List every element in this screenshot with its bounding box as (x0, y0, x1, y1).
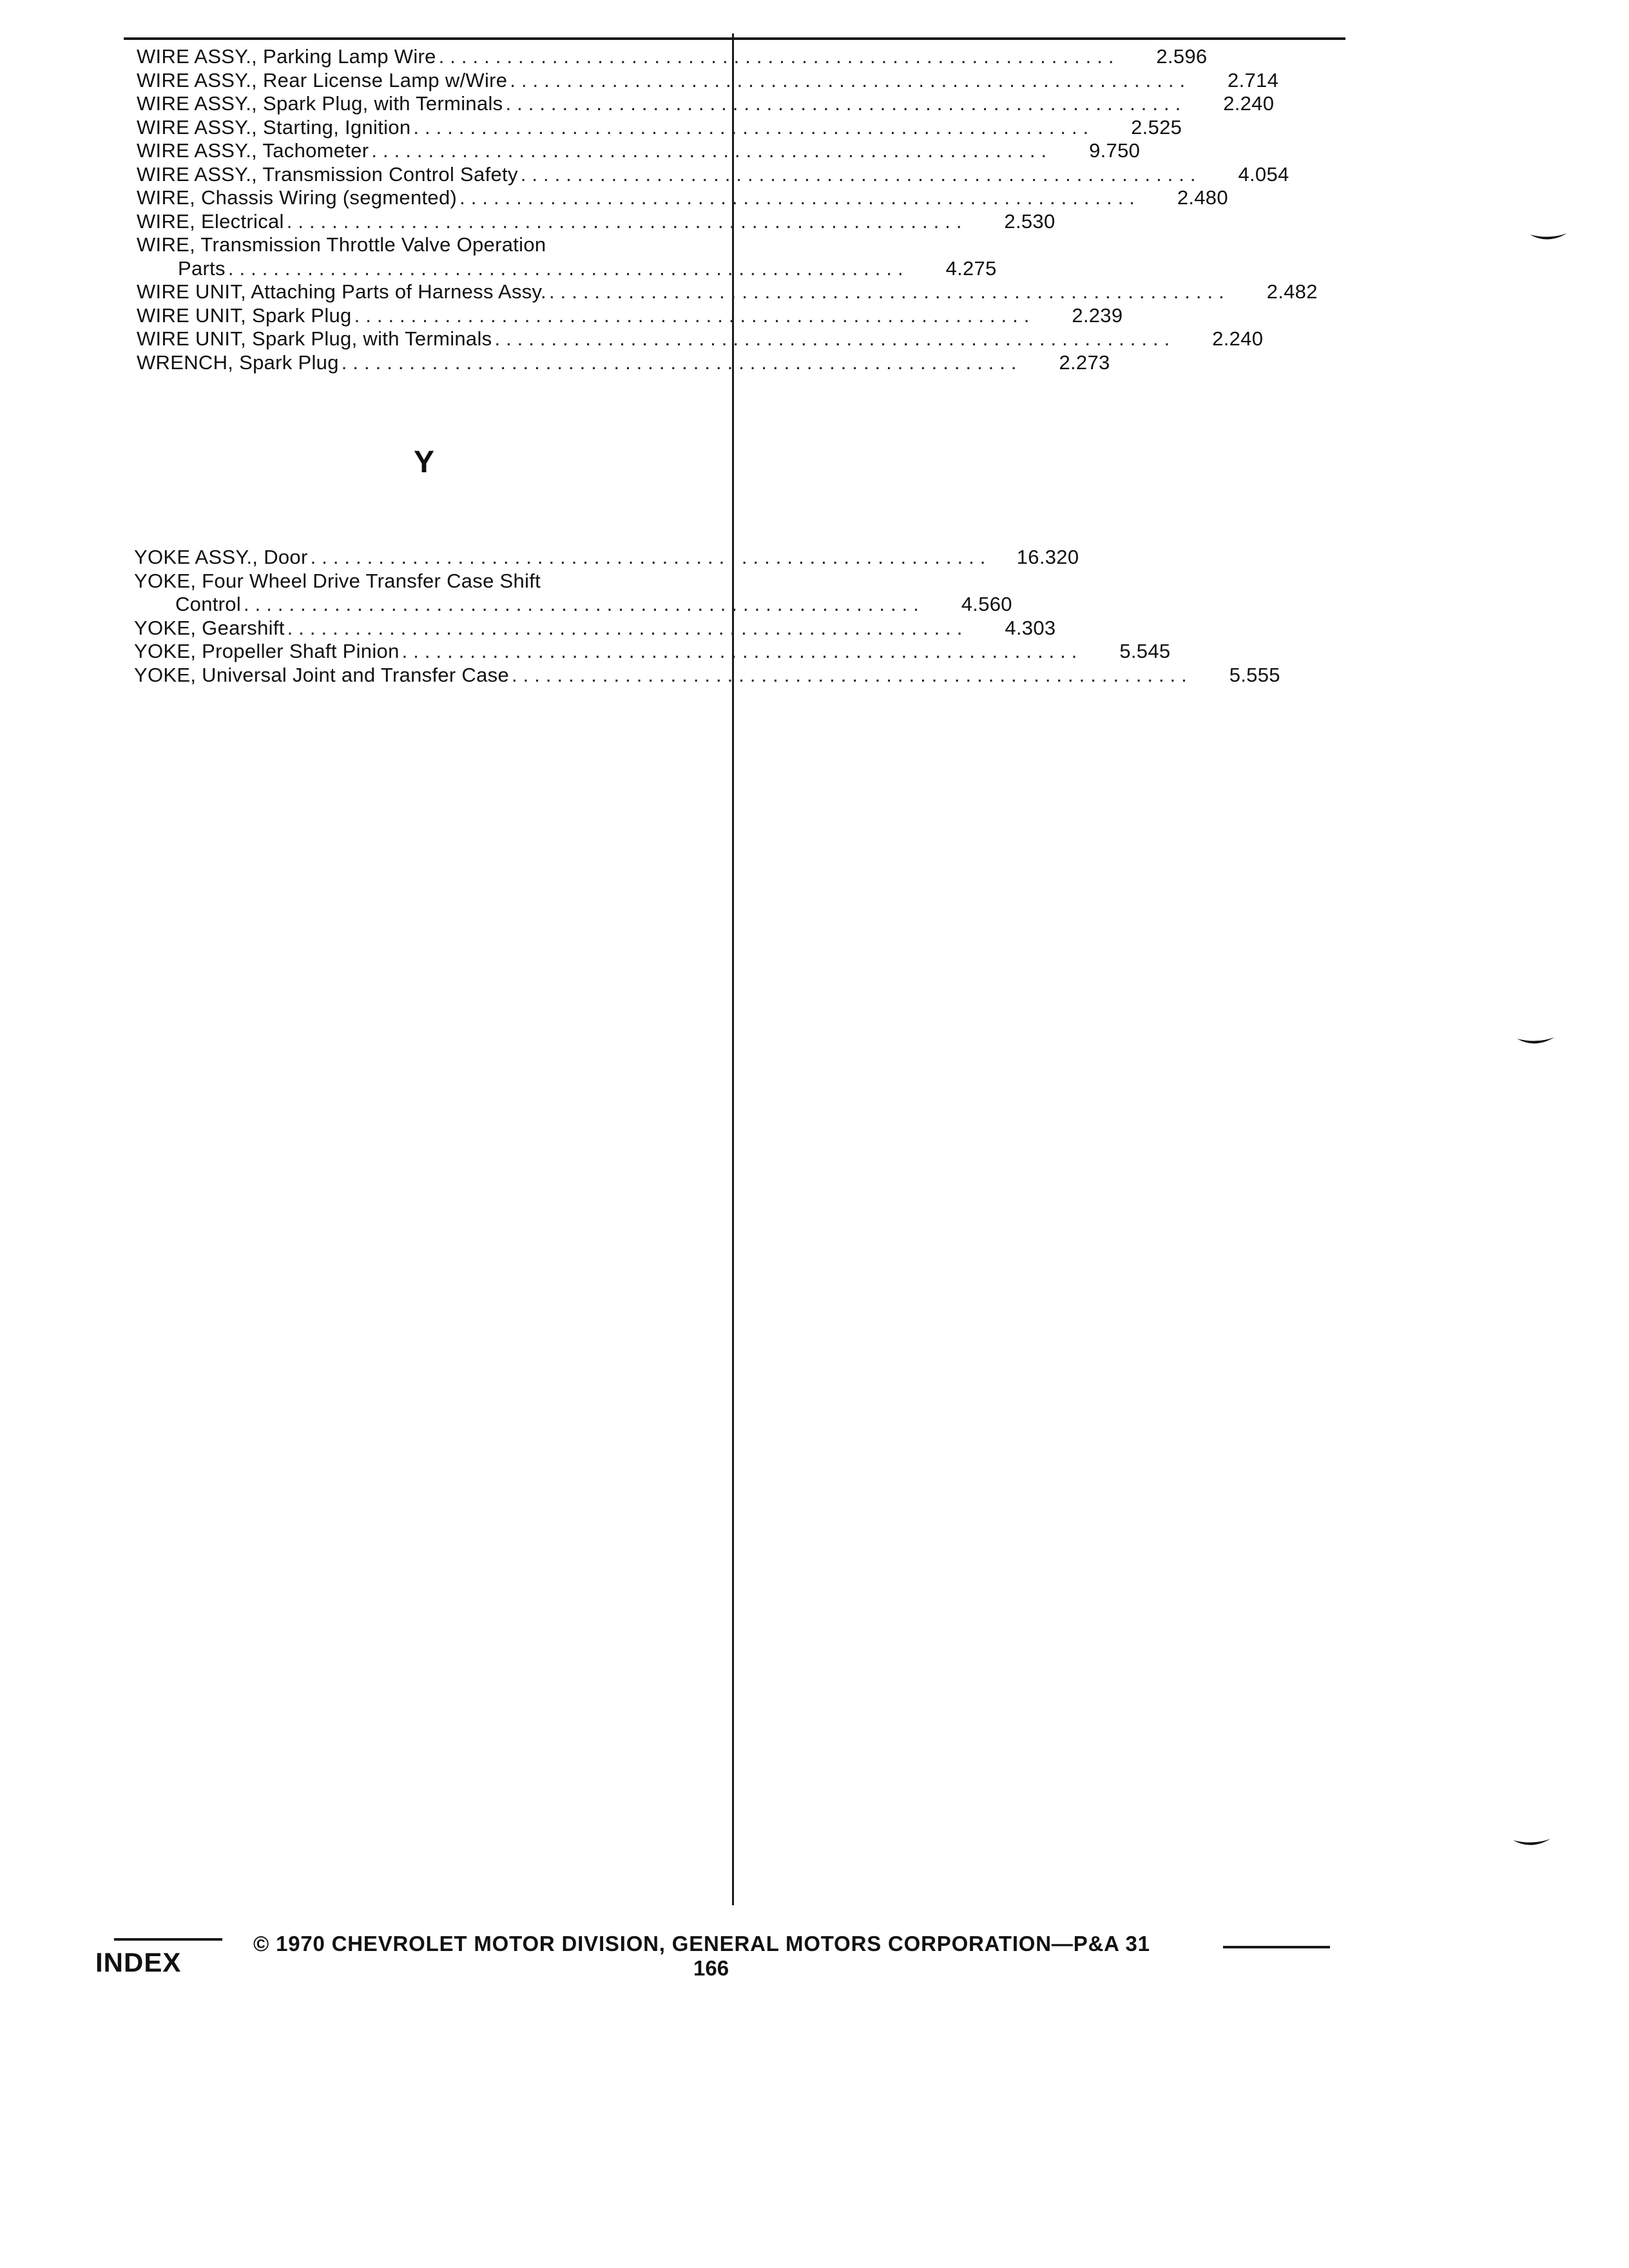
entry-name: WIRE, Chassis Wiring (segmented) (137, 186, 458, 209)
index-entry (134, 616, 1056, 640)
entry-page: 4.303 (1005, 616, 1056, 639)
section-heading-y: Y (414, 445, 435, 479)
entry-page: 2.480 (1177, 186, 1228, 209)
entry-name: WIRE UNIT, Spark Plug, with Terminals (137, 327, 492, 350)
dot-leader: ............................................................ (287, 616, 969, 639)
entry-page: 2.714 (1228, 68, 1279, 91)
index-entry (137, 92, 1275, 116)
dot-leader: ............................................................ (401, 640, 1083, 662)
entry-page: 2.239 (1072, 303, 1123, 327)
index-entry (137, 68, 1279, 93)
entry-name: YOKE, Four Wheel Drive Transfer Case Shift (134, 569, 541, 592)
entry-name: WIRE ASSY., Parking Lamp Wire (137, 45, 436, 68)
entry-name: WRENCH, Spark Plug (137, 351, 339, 374)
entry-page: 16.320 (1016, 546, 1079, 568)
index-entry (137, 303, 1123, 328)
entry-page: 9.750 (1089, 139, 1141, 162)
entry-page: 2.273 (1059, 351, 1110, 374)
dot-leader: ............................................................ (286, 209, 968, 233)
index-entry (134, 593, 1012, 617)
entry-name: WIRE, Transmission Throttle Valve Operation (137, 233, 546, 256)
index-entry-line (137, 233, 729, 257)
dot-leader: ............................................................ (438, 45, 1120, 68)
entry-name: WIRE UNIT, Spark Plug (137, 303, 352, 327)
entry-page: 4.054 (1238, 162, 1289, 186)
dot-leader: ............................................................ (494, 327, 1176, 350)
entry-page: 2.240 (1223, 92, 1275, 115)
index-entry (137, 209, 1055, 234)
index-entry (134, 546, 1079, 570)
entry-page: 2.240 (1212, 327, 1264, 350)
dot-leader: ............................................................ (548, 280, 1230, 303)
dot-leader: ............................................................ (505, 92, 1187, 115)
entry-name-continued: Parts (178, 256, 226, 280)
index-entry-line (134, 570, 727, 593)
copyright-line: © 1970 CHEVROLET MOTOR DIVISION, GENERAL MOTORS CORPORATION—P&A 31 (253, 1932, 1150, 1956)
entry-name: WIRE, Electrical (137, 209, 284, 233)
entry-name: YOKE, Gearshift (134, 616, 285, 639)
entry-page: 2.530 (1004, 209, 1055, 233)
dot-leader: ............................................................ (459, 186, 1141, 209)
dot-leader: ............................................................ (512, 663, 1193, 686)
dot-leader: ............................................................ (520, 162, 1202, 186)
footer-rule-right (1223, 1946, 1330, 1948)
entry-name: WIRE ASSY., Tachometer (137, 139, 369, 162)
dot-leader: ............................................................ (510, 68, 1191, 91)
index-entry (137, 280, 1318, 304)
dot-leader: ............................................................ (354, 303, 1036, 327)
index-entry (137, 327, 1264, 351)
dot-leader: ............................................................ (227, 256, 909, 280)
entry-name: YOKE, Universal Joint and Transfer Case (134, 663, 510, 686)
binder-hole-mark (1516, 1036, 1556, 1048)
footer-rule-left (114, 1938, 222, 1941)
dot-leader: ............................................................ (310, 546, 992, 568)
binder-hole-mark (1528, 232, 1568, 244)
index-entry (137, 186, 1228, 210)
index-entry (137, 139, 1141, 163)
top-rule (124, 37, 1345, 40)
index-entry (137, 115, 1182, 140)
entry-page: 2.596 (1156, 45, 1208, 68)
index-entry (137, 45, 1208, 69)
entry-page: 2.525 (1131, 115, 1182, 139)
entry-page: 4.560 (961, 593, 1012, 615)
index-list-y (134, 546, 1280, 687)
entry-page: 2.482 (1266, 280, 1318, 303)
index-list-w (137, 45, 1318, 374)
entry-name: YOKE, Propeller Shaft Pinion (134, 640, 400, 662)
index-label: INDEX (95, 1947, 182, 1977)
dot-leader: ............................................................ (371, 139, 1053, 162)
entry-name: WIRE ASSY., Rear License Lamp w/Wire (137, 68, 508, 91)
entry-name: WIRE ASSY., Spark Plug, with Terminals (137, 92, 503, 115)
entry-name: YOKE ASSY., Door (134, 546, 308, 568)
entry-page: 5.555 (1229, 663, 1280, 686)
index-entry (134, 640, 1171, 664)
binder-hole-mark (1512, 1838, 1552, 1849)
index-entry (137, 162, 1289, 187)
entry-name: WIRE UNIT, Attaching Parts of Harness Assy. (137, 280, 546, 303)
entry-name-continued: Control (175, 593, 242, 615)
dot-leader: ............................................................ (244, 593, 925, 615)
index-entry (137, 256, 997, 281)
dot-leader: ............................................................ (413, 115, 1095, 139)
page-number: 166 (693, 1956, 729, 1980)
entry-page: 5.545 (1119, 640, 1171, 662)
dot-leader: ............................................................ (341, 351, 1023, 374)
entry-name: WIRE ASSY., Transmission Control Safety (137, 162, 518, 186)
index-entry (134, 663, 1280, 687)
entry-page: 4.275 (945, 256, 997, 280)
index-entry (137, 351, 1110, 375)
entry-name: WIRE ASSY., Starting, Ignition (137, 115, 411, 139)
